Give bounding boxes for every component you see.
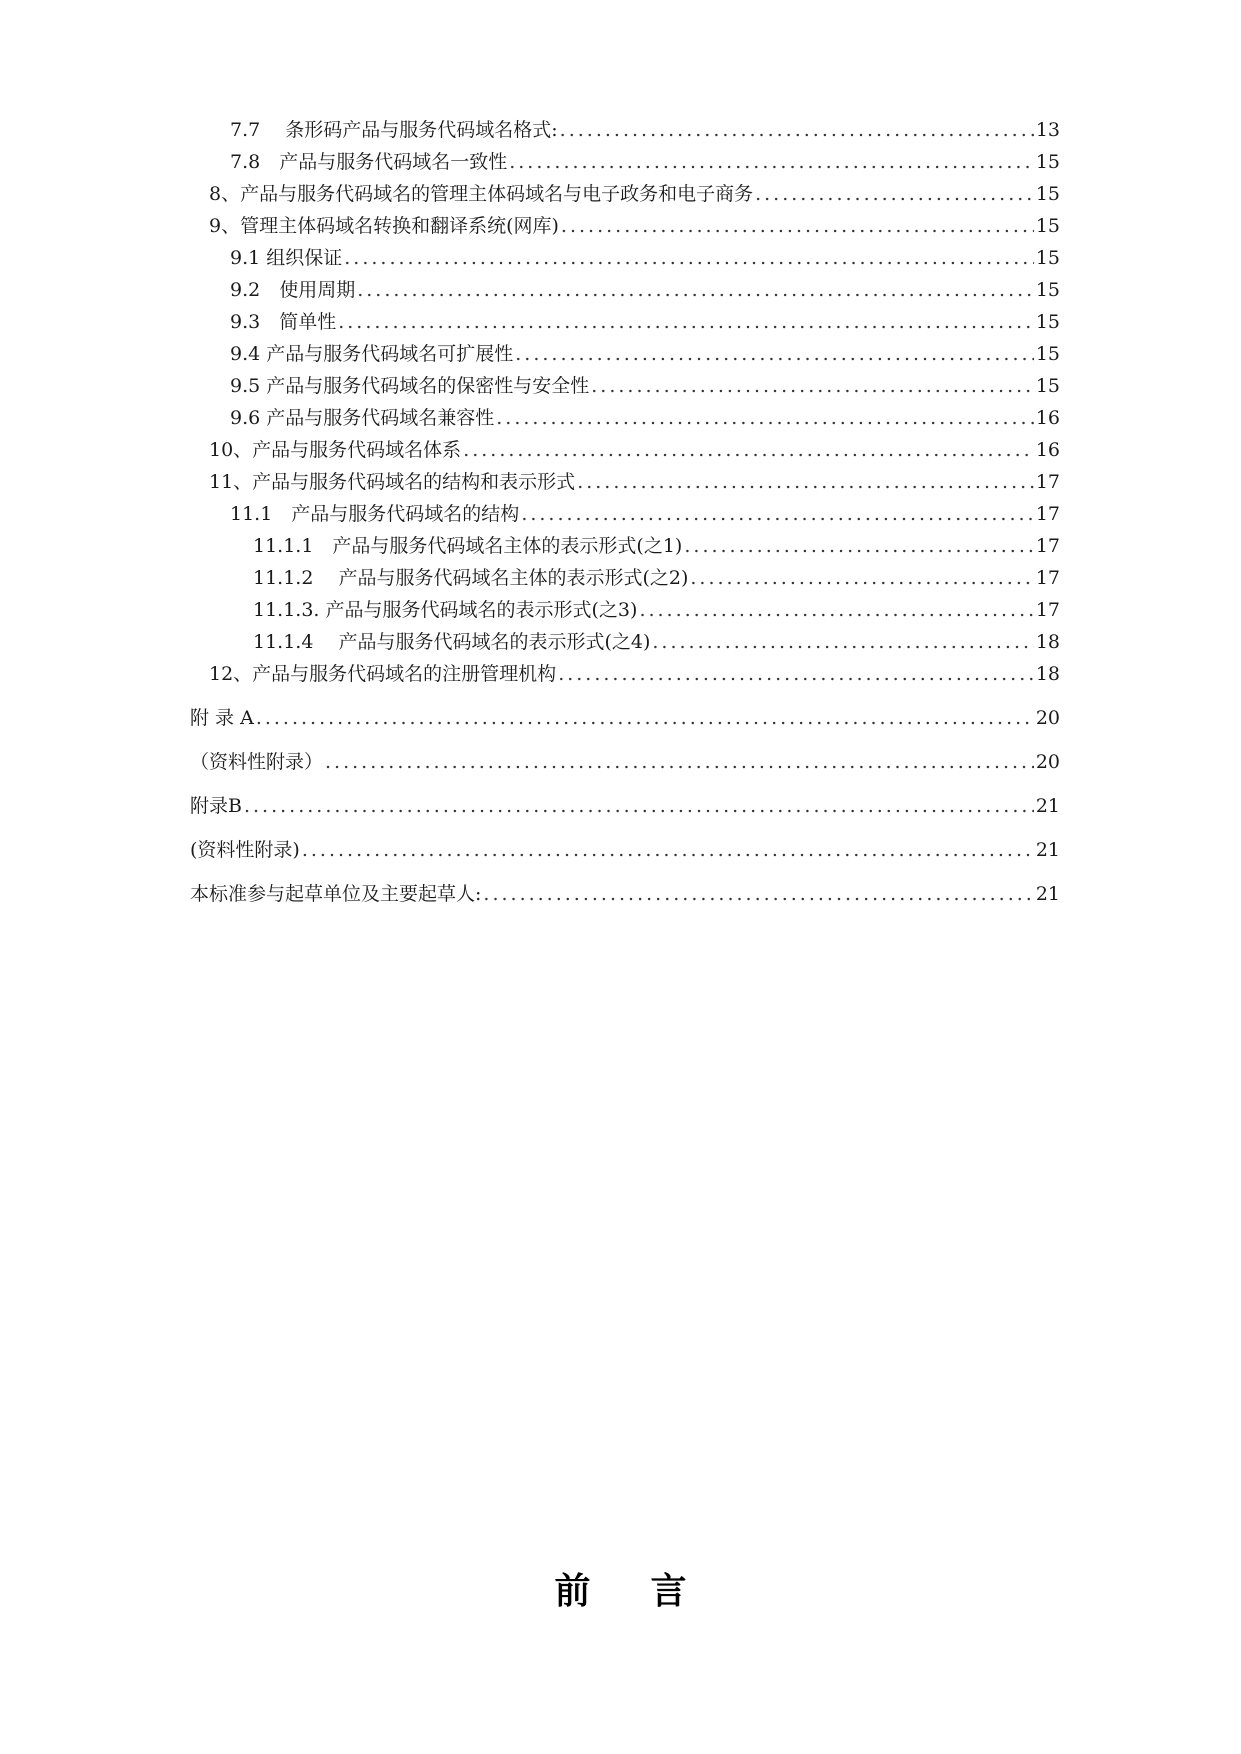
toc-entry-page: 20 [1035,707,1060,729]
toc-entry-page: 15 [1035,375,1060,397]
toc-entry-title: 附录B [190,795,242,817]
toc-entry-title: (资料性附录) [190,839,300,861]
toc-entry[interactable] [190,750,1060,774]
toc-entry-page: 16 [1035,407,1060,429]
toc-dot-leader [338,310,1034,334]
toc-entry-page: 17 [1035,471,1060,493]
toc-dot-leader [244,794,1034,818]
toc-dot-leader [561,214,1034,238]
toc-entry[interactable] [209,182,1060,206]
toc-entry-page: 15 [1035,247,1060,269]
toc-entry[interactable] [190,794,1060,818]
toc-dot-leader [577,470,1034,494]
toc-entry-title: 11.1.1 产品与服务代码域名主体的表示形式(之1) [253,535,683,557]
toc-dot-leader [515,342,1034,366]
toc-entry[interactable] [230,118,1060,142]
toc-entry-title: 12、产品与服务代码域名的注册管理机构 [209,663,557,685]
toc-entry[interactable] [190,838,1060,862]
toc-entry-title: 11.1.3. 产品与服务代码域名的表示形式(之3) [253,599,638,621]
toc-entry-page: 13 [1035,119,1060,141]
toc-entry[interactable] [230,374,1060,398]
toc-entry[interactable] [230,502,1060,526]
toc-entry-page: 21 [1035,883,1060,905]
toc-entry-page: 15 [1035,279,1060,301]
toc-dot-leader [690,566,1033,590]
toc-dot-leader [357,278,1034,302]
toc-entry-title: 9.4 产品与服务代码域名可扩展性 [230,343,514,365]
toc-entry[interactable] [209,214,1060,238]
toc-entry[interactable] [230,342,1060,366]
toc-entry-page: 15 [1035,215,1060,237]
toc-entry-page: 18 [1035,663,1060,685]
toc-dot-leader [509,150,1034,174]
toc-dot-leader [344,246,1034,270]
toc-entry-page: 15 [1035,311,1060,333]
toc-dot-leader [652,630,1033,654]
toc-entry[interactable] [253,598,1060,622]
toc-entry[interactable] [253,534,1060,558]
toc-entry[interactable] [230,150,1060,174]
toc-entry[interactable] [230,310,1060,334]
toc-entry-page: 17 [1035,535,1060,557]
toc-dot-leader [483,882,1033,906]
toc-entry-title: 9、管理主体码域名转换和翻译系统(网库) [209,215,559,237]
toc-entry-title: 本标准参与起草单位及主要起草人: [190,883,482,905]
toc-entry-title: 11.1.4 产品与服务代码域名的表示形式(之4) [253,631,651,653]
toc-entry-page: 15 [1035,151,1060,173]
toc-dot-leader [521,502,1034,526]
toc-entry[interactable] [209,438,1060,462]
toc-entry-title: 附 录 A [190,707,254,729]
toc-entry[interactable] [230,278,1060,302]
toc-dot-leader [684,534,1033,558]
toc-entry[interactable] [209,470,1060,494]
toc-dot-leader [325,750,1034,774]
toc-entry-page: 20 [1035,751,1060,773]
toc-entry-title: 11.1 产品与服务代码域名的结构 [230,503,520,525]
toc-entry-title: 9.1 组织保证 [230,247,343,269]
toc-entry[interactable] [209,662,1060,686]
toc-dot-leader [558,662,1034,686]
toc-entry-title: （资料性附录） [190,751,324,773]
toc-entry-title: 11.1.2 产品与服务代码域名主体的表示形式(之2) [253,567,689,589]
toc-entry-page: 15 [1035,343,1060,365]
toc-entry-title: 9.2 使用周期 [230,279,356,301]
toc-entry-page: 16 [1035,439,1060,461]
toc-dot-leader [591,374,1034,398]
toc-dot-leader [302,838,1034,862]
toc-dot-leader [639,598,1033,622]
toc-dot-leader [496,406,1034,430]
toc-dot-leader [463,438,1034,462]
toc-entry-page: 15 [1035,183,1060,205]
toc-entry-page: 17 [1035,599,1060,621]
toc-dot-leader [256,706,1034,730]
toc-entry-title: 8、产品与服务代码域名的管理主体码域名与电子政务和电子商务 [209,183,754,205]
toc-entry-page: 21 [1035,839,1060,861]
toc-entry-title: 10、产品与服务代码域名体系 [209,439,462,461]
toc-entry[interactable] [253,566,1060,590]
toc-entry-title: 9.6 产品与服务代码域名兼容性 [230,407,495,429]
toc-entry[interactable] [230,406,1060,430]
table-of-contents [190,118,1060,906]
toc-entry-title: 7.8 产品与服务代码域名一致性 [230,151,508,173]
toc-entry[interactable] [253,630,1060,654]
toc-entry-title: 11、产品与服务代码域名的结构和表示形式 [209,471,576,493]
toc-entry-page: 21 [1035,795,1060,817]
toc-entry-title: 9.3 简单性 [230,311,337,333]
toc-entry[interactable] [190,706,1060,730]
toc-entry-title: 9.5 产品与服务代码域名的保密性与安全性 [230,375,590,397]
toc-entry-title: 7.7 条形码产品与服务代码域名格式: [230,119,558,141]
toc-entry-page: 18 [1035,631,1060,653]
toc-entry[interactable] [230,246,1060,270]
toc-entry[interactable] [190,882,1060,906]
toc-entry-page: 17 [1035,567,1060,589]
toc-dot-leader [755,182,1034,206]
toc-dot-leader [560,118,1034,142]
toc-entry-page: 17 [1035,503,1060,525]
section-heading: 前言 [554,1571,747,1612]
